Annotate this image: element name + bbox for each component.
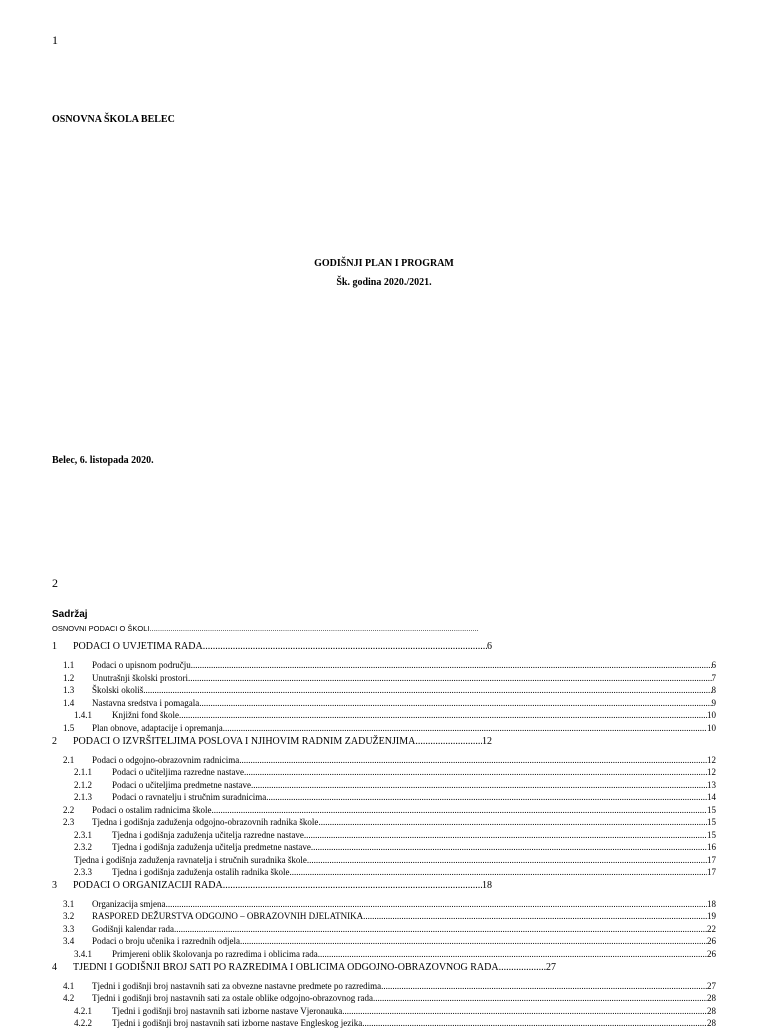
toc-entry-page: 17 xyxy=(707,867,716,877)
toc-entry-title: PODACI O IZVRŠITELJIMA POSLOVA I NJIHOVIM RADNIM ZADUŽENJIMA xyxy=(73,736,416,747)
toc-entry-title: Podaci o upisnom području xyxy=(92,660,191,670)
toc-entry-number: 2.1.1 xyxy=(74,767,92,777)
toc-entry-number: 2.1.3 xyxy=(74,792,92,802)
toc-entry[interactable] xyxy=(63,660,716,670)
toc-entry-page: 28 xyxy=(707,1018,716,1028)
toc-dot-leader xyxy=(311,842,707,852)
toc-entry[interactable] xyxy=(63,698,716,708)
toc-dot-leader xyxy=(304,830,707,840)
toc-entry-number: 1.4 xyxy=(63,698,75,708)
toc-entry[interactable] xyxy=(52,736,492,747)
toc-entry-title: Primjereni oblik školovanja po razredima i oblicima rada xyxy=(112,949,318,959)
toc-dot-leader xyxy=(307,855,707,865)
toc-dot-leader xyxy=(415,736,482,747)
toc-dot-leader xyxy=(211,805,707,815)
toc-entry-number: 4.2.1 xyxy=(74,1006,92,1016)
toc-dot-leader xyxy=(266,792,707,802)
toc-dot-leader xyxy=(342,1006,707,1016)
toc-entry-page: 12 xyxy=(707,755,716,765)
toc-entry-title: Tjedna i godišnja zaduženja ostalih radnika škole xyxy=(112,867,290,877)
toc-dot-leader xyxy=(381,981,707,991)
toc-entry-title: PODACI O UVJETIMA RADA xyxy=(73,641,203,652)
toc-dot-leader xyxy=(223,880,482,891)
toc-entry[interactable] xyxy=(74,710,716,720)
toc-entry-title: Plan obnove, adaptacije i opremanja xyxy=(92,723,223,733)
toc-entry[interactable] xyxy=(52,880,492,891)
toc-entry-page: 16 xyxy=(707,842,716,852)
toc-dot-leader xyxy=(166,899,707,909)
toc-entry-title: Tjedna i godišnja zaduženja učitelja razredne nastave xyxy=(112,830,304,840)
toc-entry-number: 4.2 xyxy=(63,993,75,1003)
toc-entry[interactable] xyxy=(63,981,716,991)
toc-entry-number: 2.3.3 xyxy=(74,867,92,877)
toc-entry-page: 28 xyxy=(707,993,716,1003)
toc-entry[interactable] xyxy=(63,723,716,733)
toc-entry-title: Godišnji kalendar rada xyxy=(92,924,174,934)
toc-entry[interactable] xyxy=(63,993,716,1003)
toc-heading: Sadržaj xyxy=(52,609,88,620)
toc-dot-leader xyxy=(363,911,707,921)
toc-entry-title: Tjedni i godišnji broj nastavnih sati izborne nastave Vjeronauka xyxy=(112,1006,343,1016)
toc-entry-title: TJEDNI I GODIŠNJI BROJ SATI PO RAZREDIMA I OBLICIMA ODGOJNO-OBRAZOVNOG RADA xyxy=(73,962,499,973)
toc-entry-page: 6 xyxy=(487,641,492,652)
toc-entry-title: Tjedna i godišnja zaduženja učitelja predmetne nastave xyxy=(112,842,311,852)
toc-dot-leader xyxy=(188,673,712,683)
toc-entry-page: 27 xyxy=(707,981,716,991)
toc-entry-page: 7 xyxy=(711,673,716,683)
toc-entry-number: 4.2.2 xyxy=(74,1018,92,1028)
toc-entry[interactable] xyxy=(74,767,716,777)
toc-entry-number: 1.3 xyxy=(63,685,75,695)
toc-entry-number: 2.3.1 xyxy=(74,830,92,840)
toc-intro[interactable] xyxy=(52,624,482,633)
toc-entry-title: Podaci o učiteljima razredne nastave xyxy=(112,767,244,777)
toc-entry[interactable] xyxy=(63,755,716,765)
toc-entry-number: 1.4.1 xyxy=(74,710,92,720)
toc-entry-number: 1.2 xyxy=(63,673,75,683)
toc-entry-page: 10 xyxy=(707,723,716,733)
toc-entry-number: 3.3 xyxy=(63,924,75,934)
toc-entry-page: 12 xyxy=(482,736,492,747)
toc-dot-leader xyxy=(203,641,487,652)
toc-entry[interactable] xyxy=(74,792,716,802)
toc-dot-leader xyxy=(174,924,707,934)
toc-entry-page: 12 xyxy=(707,767,716,777)
toc-entry[interactable] xyxy=(74,855,716,865)
toc-entry[interactable] xyxy=(74,830,716,840)
toc-entry-number: 2.2 xyxy=(63,805,75,815)
toc-entry-page: 14 xyxy=(707,792,716,802)
toc-entry-title: Podaci o ostalim radnicima škole xyxy=(92,805,212,815)
toc-entry-title: Tjedna i godišnja zaduženja odgojno-obrazovnih radnika škole xyxy=(92,817,319,827)
toc-dot-leader xyxy=(318,817,707,827)
toc-entry[interactable] xyxy=(63,936,716,946)
toc-entry-number: 1.5 xyxy=(63,723,75,733)
toc-dot-leader xyxy=(199,698,711,708)
toc-dot-leader xyxy=(499,962,546,973)
toc-entry-number: 3.4.1 xyxy=(74,949,92,959)
toc-dot-leader xyxy=(373,993,707,1003)
toc-dot-leader xyxy=(179,710,707,720)
toc-dot-leader xyxy=(240,936,707,946)
toc-entry-page: 15 xyxy=(707,805,716,815)
toc-entry[interactable] xyxy=(74,1018,716,1028)
toc-dot-leader xyxy=(362,1018,707,1028)
toc-dot-leader xyxy=(318,949,707,959)
toc-entry-page: 9 xyxy=(711,698,716,708)
toc-entry-page: 17 xyxy=(707,855,716,865)
toc-entry-number: 3.2 xyxy=(63,911,75,921)
school-name: OSNOVNA ŠKOLA BELEC xyxy=(52,114,175,125)
toc-entry-title: Podaci o učiteljima predmetne nastave xyxy=(112,780,251,790)
toc-dot-leader xyxy=(223,723,707,733)
toc-entry-title: PODACI O ORGANIZACIJI RADA xyxy=(73,880,223,891)
toc-entry-title: Unutrašnji školski prostori xyxy=(92,673,188,683)
toc-entry-number: 1.1 xyxy=(63,660,75,670)
toc-entry[interactable] xyxy=(74,780,716,790)
toc-entry-title: Tjedni i godišnji broj nastavnih sati izborne nastave Engleskog jezika xyxy=(112,1018,363,1028)
toc-entry-title: Školski okoliš xyxy=(92,685,144,695)
toc-entry-title: Organizacija smjena xyxy=(92,899,166,909)
toc-entry-number: 4 xyxy=(52,962,57,973)
toc-entry[interactable] xyxy=(63,805,716,815)
toc-intro-label: OSNOVNI PODACI O ŠKOLI xyxy=(52,624,150,633)
toc-entry-page: 15 xyxy=(707,830,716,840)
toc-entry[interactable] xyxy=(74,949,716,959)
toc-entry-title: Podaci o broju učenika i razrednih odjela xyxy=(92,936,240,946)
toc-entry-page: 19 xyxy=(707,911,716,921)
toc-entry-title: Tjedna i godišnja zaduženja ravnatelja i stručnih suradnika škole xyxy=(74,855,307,865)
toc-dot-leader xyxy=(251,780,707,790)
toc-entry[interactable] xyxy=(74,867,716,877)
toc-entry-number: 2.1.2 xyxy=(74,780,92,790)
toc-entry-page: 8 xyxy=(711,685,716,695)
toc-entry-title: Knjižni fond škole xyxy=(112,710,179,720)
toc-entry-page: 10 xyxy=(707,710,716,720)
toc-entry-number: 3.4 xyxy=(63,936,75,946)
toc-entry-page: 13 xyxy=(707,780,716,790)
toc-dot-leader xyxy=(191,660,712,670)
toc-entry-page: 18 xyxy=(707,899,716,909)
toc-entry-number: 1 xyxy=(52,641,57,652)
toc-entry-title: RASPORED DEŽURSTVA ODGOJNO – OBRAZOVNIH DJELATNIKA xyxy=(92,911,364,921)
toc-entry-number: 4.1 xyxy=(63,981,75,991)
toc-entry[interactable] xyxy=(74,1006,716,1016)
toc-entry[interactable] xyxy=(52,962,556,973)
toc-entry[interactable] xyxy=(63,899,716,909)
toc-entry-page: 26 xyxy=(707,949,716,959)
toc-entry-number: 2.3.2 xyxy=(74,842,92,852)
toc-entry[interactable] xyxy=(52,641,492,652)
toc-entry-title: Podaci o ravnatelju i stručnim suradnicima xyxy=(112,792,267,802)
toc-dot-leader: .............................................................................................................................................................. xyxy=(149,624,479,633)
toc-dot-leader xyxy=(239,755,707,765)
toc-entry[interactable] xyxy=(63,685,716,695)
toc-entry-page: 18 xyxy=(482,880,492,891)
toc-entry-page: 26 xyxy=(707,936,716,946)
toc-entry-page: 22 xyxy=(707,924,716,934)
toc-entry[interactable] xyxy=(63,911,716,921)
toc-entry-number: 2.3 xyxy=(63,817,75,827)
toc-entry-title: Tjedni i godišnji broj nastavnih sati za ostale oblike odgojno-obrazovnog rada xyxy=(92,993,373,1003)
toc-dot-leader xyxy=(143,685,711,695)
toc-dot-leader xyxy=(244,767,707,777)
document-title: GODIŠNJI PLAN I PROGRAM xyxy=(314,258,454,269)
toc-entry-number: 3.1 xyxy=(63,899,75,909)
toc-entry-page: 28 xyxy=(707,1006,716,1016)
school-year: Šk. godina 2020./2021. xyxy=(336,277,432,288)
toc-entry-title: Tjedni i godišnji broj nastavnih sati za obvezne nastavne predmete po razredima xyxy=(92,981,382,991)
toc-dot-leader xyxy=(289,867,707,877)
toc-entry-page: 6 xyxy=(711,660,716,670)
page-number-2: 2 xyxy=(52,576,58,590)
toc-entry[interactable] xyxy=(63,817,716,827)
toc-entry-page: 27 xyxy=(546,962,556,973)
toc-entry-title: Nastavna sredstva i pomagala xyxy=(92,698,200,708)
page-number-1: 1 xyxy=(52,33,58,47)
toc-entry[interactable] xyxy=(74,842,716,852)
toc-entry-title: Podaci o odgojno-obrazovnim radnicima xyxy=(92,755,240,765)
toc-entry-number: 2 xyxy=(52,736,57,747)
toc-entry-number: 2.1 xyxy=(63,755,75,765)
toc-entry-page: 15 xyxy=(707,817,716,827)
toc-entry[interactable] xyxy=(63,924,716,934)
toc-entry-number: 3 xyxy=(52,880,57,891)
toc-entry[interactable] xyxy=(63,673,716,683)
place-date: Belec, 6. listopada 2020. xyxy=(52,455,154,466)
